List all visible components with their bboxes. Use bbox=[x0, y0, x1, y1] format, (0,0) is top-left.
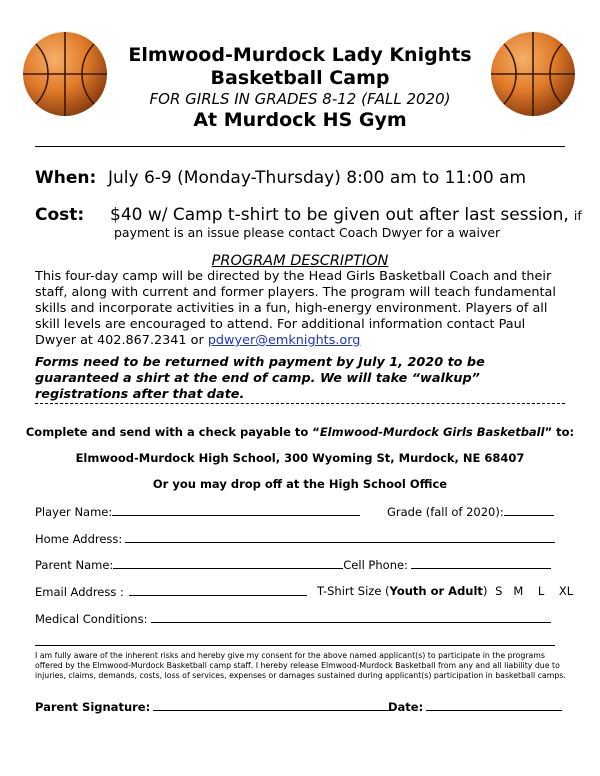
player-name-row bbox=[35, 504, 360, 519]
home-address-label: Home Address: bbox=[35, 532, 123, 546]
camp-title bbox=[0, 44, 600, 90]
player-name-label: Player Name: bbox=[35, 505, 113, 519]
cost-note-start: if bbox=[573, 208, 582, 223]
payee-name: Elmwood-Murdock Girls Basketball bbox=[319, 425, 545, 439]
tshirt-type: Youth or Adult bbox=[389, 584, 483, 598]
cost-note: payment is an issue please contact Coach Dwyer for a waiver bbox=[114, 225, 501, 240]
email-label: Email Address : bbox=[35, 585, 124, 599]
deadline-note: Forms need to be returned with payment by July 1, 2020 to be guaranteed a shirt at the end of camp. We will take “walkup” registrations after that date. bbox=[35, 355, 485, 402]
liability-waiver: I am fully aware of the inherent risks and hereby give my consent for the above named applicant(s) to participate in the programs offered by the Elmwood-Murdock Basketball camp staff. I hereby release Elmwood-Murdock Basketball from any and all liability due to injuries, claims, demands, costs, loss of services, expenses or damages sustained during applicant(s) participation in basketball camps. bbox=[35, 651, 566, 680]
cost-value bbox=[110, 205, 582, 225]
tshirt-sizes[interactable]: S M L XL bbox=[495, 584, 574, 598]
grade-field[interactable] bbox=[504, 504, 554, 516]
medical-field[interactable] bbox=[151, 611, 551, 623]
cell-phone-label: Cell Phone: bbox=[343, 558, 408, 572]
mailing-address: Elmwood-Murdock High School, 300 Wyoming St, Murdock, NE 68407 bbox=[75, 451, 525, 465]
cost-label: Cost: bbox=[35, 205, 85, 225]
medical-row bbox=[35, 611, 551, 626]
date-field[interactable] bbox=[426, 699, 562, 711]
program-text: This four-day camp will be directed by the Head Girls Basketball Coach and their staff, along with current and former players. The program will teach fundamental skills and incorporate activities in a fun, high-energy environment. Players of all skill levels are encouraged to attend. For additional information contact Paul Dwyer at 402.867.2341 or bbox=[35, 269, 556, 348]
location: At Murdock HS Gym bbox=[193, 109, 407, 131]
cell-phone-field[interactable] bbox=[411, 557, 551, 569]
tshirt-label: T-Shirt Size ( bbox=[317, 584, 390, 598]
cut-line bbox=[35, 403, 565, 404]
instruction-text-end: ” to: bbox=[544, 425, 575, 439]
grade-label: Grade (fall of 2020): bbox=[387, 505, 504, 519]
email-row bbox=[35, 584, 307, 599]
instruction-text: Complete and send with a check payable to “ bbox=[25, 425, 320, 439]
parent-signature-field[interactable] bbox=[153, 699, 389, 711]
title-line-2: Basketball Camp bbox=[210, 67, 390, 89]
medical-label: Medical Conditions: bbox=[35, 612, 148, 626]
tshirt-row bbox=[317, 584, 573, 598]
parent-signature-label: Parent Signature: bbox=[35, 700, 151, 714]
parent-name-label: Parent Name: bbox=[35, 558, 114, 572]
medical-extra-line[interactable] bbox=[35, 645, 555, 646]
title-line-1: Elmwood-Murdock Lady Knights bbox=[128, 44, 472, 66]
parent-name-field[interactable] bbox=[113, 557, 343, 569]
parent-name-row bbox=[35, 557, 551, 572]
dropoff-note: Or you may drop off at the High School Office bbox=[152, 477, 448, 491]
email-field[interactable] bbox=[129, 584, 307, 596]
player-name-field[interactable] bbox=[112, 504, 360, 516]
when-value: July 6-9 (Monday-Thursday) 8:00 am to 11:00 am bbox=[108, 168, 527, 188]
contact-email-link[interactable]: pdwyer@emknights.org bbox=[207, 333, 361, 348]
cost-text: $40 w/ Camp t-shirt to be given out after last session, bbox=[110, 205, 569, 225]
program-heading: PROGRAM DESCRIPTION bbox=[211, 253, 389, 269]
home-address-row bbox=[35, 531, 555, 546]
tshirt-label-end: ) bbox=[482, 584, 488, 598]
grade-row bbox=[387, 504, 554, 519]
subtitle: FOR GIRLS IN GRADES 8-12 (FALL 2020) bbox=[149, 90, 451, 108]
home-address-field[interactable] bbox=[125, 531, 555, 543]
date-row bbox=[388, 699, 562, 714]
when-label: When: bbox=[35, 168, 97, 188]
payable-instruction bbox=[0, 425, 600, 439]
date-label: Date: bbox=[388, 700, 424, 714]
program-description bbox=[35, 269, 570, 349]
signature-row bbox=[35, 699, 389, 714]
divider bbox=[35, 146, 565, 147]
